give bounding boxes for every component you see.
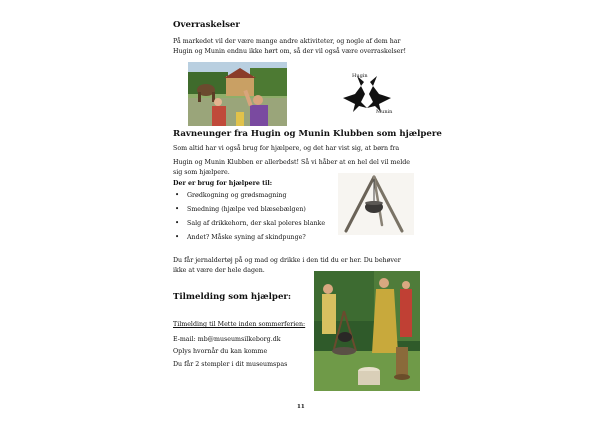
helpers-closing-line-1: Du får jernaldertøj på og mad og drikke i den tid du er her. Du behøver: [173, 257, 401, 264]
logo-hugin-text: Hugin: [352, 73, 368, 79]
list-item: • Salg af drikkehorn, der skal poleres blanke: [175, 219, 325, 233]
page-number: 11: [297, 404, 305, 410]
signup-heading: Tilmelding som hjælper:: [173, 292, 292, 302]
tripod-kettle-drawing: [338, 173, 414, 235]
helper-task-list: [175, 191, 325, 247]
helpers-text-line-3: sig som hjælpere.: [173, 169, 230, 176]
helpers-heading: Ravneunger fra Hugin og Munin Klubben som hjælpere: [173, 129, 442, 139]
helpers-need-label: Der er brug for hjælpere til:: [173, 180, 273, 187]
helpers-text-line-2: Hugin og Munin Klubben er allerbedst! Så vi håber at en hel del vil melde: [173, 159, 410, 166]
surprises-heading: Overraskelser: [173, 20, 240, 30]
signup-stamps: Du får 2 stempler i dit museumspas: [173, 361, 288, 368]
helpers-text-line-1: Som altid har vi også brug for hjælpere, og det har vist sig, at børn fra: [173, 145, 400, 152]
list-item: • Grødkogning og grødsmagning: [175, 191, 325, 205]
list-item: • Andet? Måske syning af skindpunge?: [175, 233, 325, 247]
surprises-text-line-2: Hugin og Munin endnu ikke hørt om, så der vil også være overraskelser!: [173, 48, 407, 55]
logo-munin-text: Munin: [376, 109, 393, 115]
signup-link[interactable]: Tilmelding til Mette inden sommerferien:: [173, 321, 306, 328]
iron-age-helpers-photo: [314, 271, 420, 391]
surprises-text-line-1: På markedet vil der være mange andre aktiviteter, og nogle af dem har: [173, 38, 401, 45]
logo-ampersand: &: [372, 100, 377, 106]
list-item: • Smedning (hjælpe ved blæsebælgen): [175, 205, 325, 219]
helpers-closing-line-2: ikke at være der hele dagen.: [173, 267, 265, 274]
signup-hours: Oplys hvornår du kan komme: [173, 348, 268, 355]
market-children-photo: [188, 62, 287, 126]
signup-email: E-mail: mb@museumsilkeborg.dk: [173, 336, 281, 343]
